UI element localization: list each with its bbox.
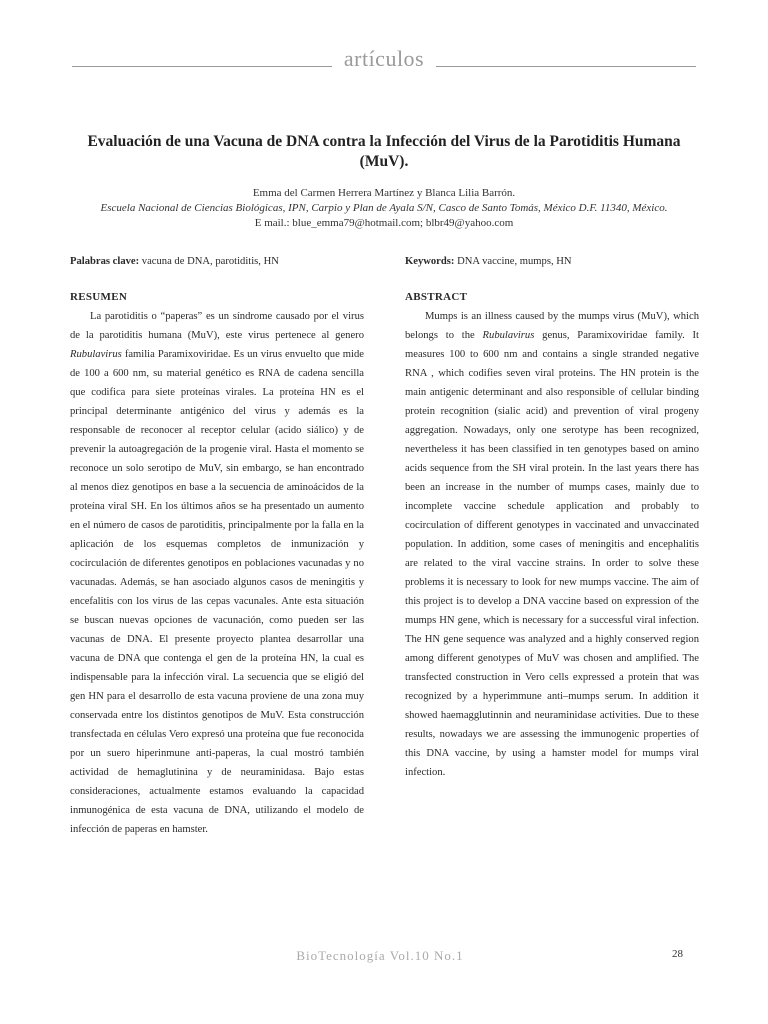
article-title: Evaluación de una Vacuna de DNA contra la Infección del Virus de la Parotiditis Humana (MuV).: [87, 133, 681, 170]
journal-footer: BioTecnología Vol.10 No.1: [296, 948, 464, 963]
keywords-es-text: vacuna de DNA, parotiditis, HN: [139, 256, 279, 267]
header-rule-right: [436, 66, 696, 67]
author-affiliation: Escuela Nacional de Ciencias Biológicas, IPN, Carpio y Plan de Ayala S/N, Casco de Santo Tomás, México D.F. 11340, México.: [100, 202, 668, 214]
author-block: [70, 186, 698, 231]
resumen-heading: RESUMEN: [70, 291, 128, 303]
page-number: 28: [672, 948, 683, 960]
author-email: E mail.: blue_emma79@hotmail.com; blbr49@yahoo.com: [254, 217, 514, 229]
keywords-en: [405, 252, 699, 271]
section-label: artículos: [343, 46, 425, 71]
keywords-en-label: Keywords:: [405, 256, 455, 267]
abstract-genus: Rubulavirus: [482, 330, 535, 341]
keywords-es: [70, 252, 364, 271]
abstract-text-2: genus, Paramixoviridae family. It measures 100 to 600 nm and contains a single stranded negative RNA , which codifies seven viral proteins. The HN protein is the main antigenic determinant and also responsible of cellular binding protein recognition (sialic acid) and prevention of viral progeny aggregation. Nowadays, only one serotype has been recognized, nevertheless it has been classified in ten genotypes based on amino acids sequence from the SH viral protein. In the last years there has been an increase in the number of mumps cases, mainly due to incomplete vaccine schedule application and probably to cocirculation of different genotypes in vaccinated and unvaccinated population. In addition, some cases of meningitis and encephalitis are related to the viral vaccine strains. In order to solve these problems it is necessary to look for new mumps vaccine. The aim of this project is to develop a DNA vaccine based on expression of the mumps HN gene, which is necessary for a successful viral infection. The HN gene sequence was analyzed and a highly conserved region among different genotypes of MuV was chosen and amplified. The transfected construction in Vero cells expressed a protein that was recognized by a hyperimmune anti–mumps serum. In addition it showed haemagglutinnin and neuraminidase activities. Due to these results, nowadays we are assessing the immunogenic properties of this DNA vaccine, by using a hamster model for mumps viral infection.: [405, 330, 699, 778]
author-names: Emma del Carmen Herrera Martínez y Blanca Lilia Barrón.: [252, 187, 516, 199]
abstract-text-1: Mumps is an illness caused by the mumps virus (MuV), which belongs to the: [405, 311, 699, 341]
right-column: [405, 252, 699, 782]
abstract-heading: ABSTRACT: [405, 291, 468, 303]
resumen-body: [70, 307, 364, 839]
keywords-en-text: DNA vaccine, mumps, HN: [454, 256, 572, 267]
resumen-genus: Rubulavirus: [70, 349, 122, 360]
header-rule-left: [72, 66, 332, 67]
keywords-es-label: Palabras clave:: [70, 256, 140, 267]
abstract-body: [405, 307, 699, 782]
resumen-text-1: La parotiditis o “paperas” es un síndrome causado por el virus de la parotiditis humana (MuV), este virus pertenece al genero: [70, 311, 364, 341]
resumen-text-2: familia Paramixoviridae. Es un virus envuelto que mide de 100 a 600 nm, su material genético es RNA de cadena sencilla que codifica para siete proteínas virales. La proteína HN es el principal determinante antigénico del virus y además es la responsable de reconocer al receptor celular (acido siálico) y de prevenir la autoagregación de la progenie viral. Hasta el momento se reconoce un solo serotipo de MuV, sin embargo, se han encontrado al menos diez genotipos en base a la secuencia de aminoácidos de la proteína viral SH. En los últimos años se ha presentado un aumento en el número de casos de parotiditis, principalmente por la falla en la aplicación de los esquemas completos de inmunización y cocirculación de diferentes genotipos en poblaciones vacunadas y no vacunadas. Además, se han asociado algunos casos de meningitis y encefalitis con los virus de las cepas vacunales. Ante esta situación se buscan nuevas opciones de vacunación, como pueden ser las vacunas de DNA. El presente proyecto plantea desarrollar una vacuna de DNA que contenga el gen de la proteína HN, la cual es indispensable para la infección viral. La secuencia que se eligió del gen HN para el desarrollo de esta vacuna proviene de una zona muy conservada entre los distintos genotipos de MuV. Esta construcción transfectada en células Vero expresó una proteína que fue reconocida por un suero hiperinmune anti-paperas, la cual mostró también actividad de hemaglutinina y de neuraminidasa. Bajo estas consideraciones, actualmente estamos evaluando la capacidad inmunogénica de esta vacuna de DNA, utilizando el modelo de infección de paperas en hamster.: [70, 349, 364, 835]
left-column: [70, 252, 364, 839]
